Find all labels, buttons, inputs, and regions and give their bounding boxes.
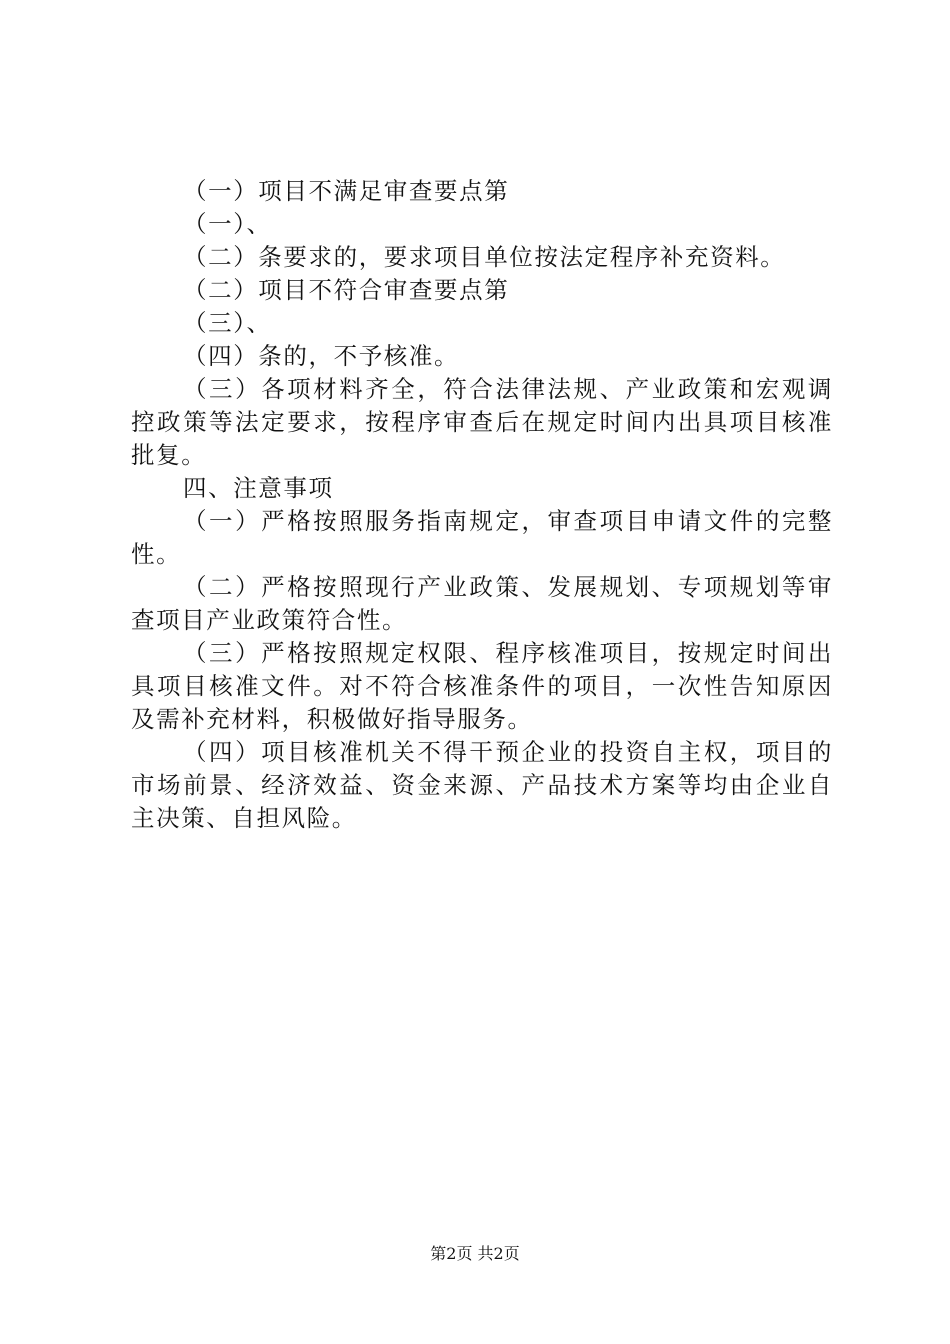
paragraph-2: （一）、 xyxy=(183,210,272,238)
paragraph-7: （三）各项材料齐全，符合法律法规、产业政策和宏观调控政策等法定要求，按程序审查后在规定时间内出具项目核准批复。 xyxy=(131,375,833,469)
paragraph-12: （四）项目核准机关不得干预企业的投资自主权，项目的市场前景、经济效益、资金来源、产品技术方案等均由企业自主决策、自担风险。 xyxy=(131,738,833,832)
section-heading-notes: 四、注意事项 xyxy=(183,474,334,502)
document-body xyxy=(131,175,833,835)
paragraph-9: （一）严格按照服务指南规定，审查项目申请文件的完整性。 xyxy=(131,507,833,568)
paragraph-4: （二）项目不符合审查要点第 xyxy=(183,276,510,304)
paragraph-5: （三）、 xyxy=(183,309,272,337)
paragraph-1: （一）项目不满足审查要点第 xyxy=(183,177,510,205)
paragraph-10: （二）严格按照现行产业政策、发展规划、专项规划等审查项目产业政策符合性。 xyxy=(131,573,833,634)
page-footer: 第2页 共2页 xyxy=(430,1244,520,1263)
paragraph-6: （四）条的，不予核准。 xyxy=(183,342,460,370)
paragraph-3: （二）条要求的，要求项目单位按法定程序补充资料。 xyxy=(183,243,786,271)
paragraph-11: （三）严格按照规定权限、程序核准项目，按规定时间出具项目核准文件。对不符合核准条件的项目，一次性告知原因及需补充材料，积极做好指导服务。 xyxy=(131,639,833,733)
